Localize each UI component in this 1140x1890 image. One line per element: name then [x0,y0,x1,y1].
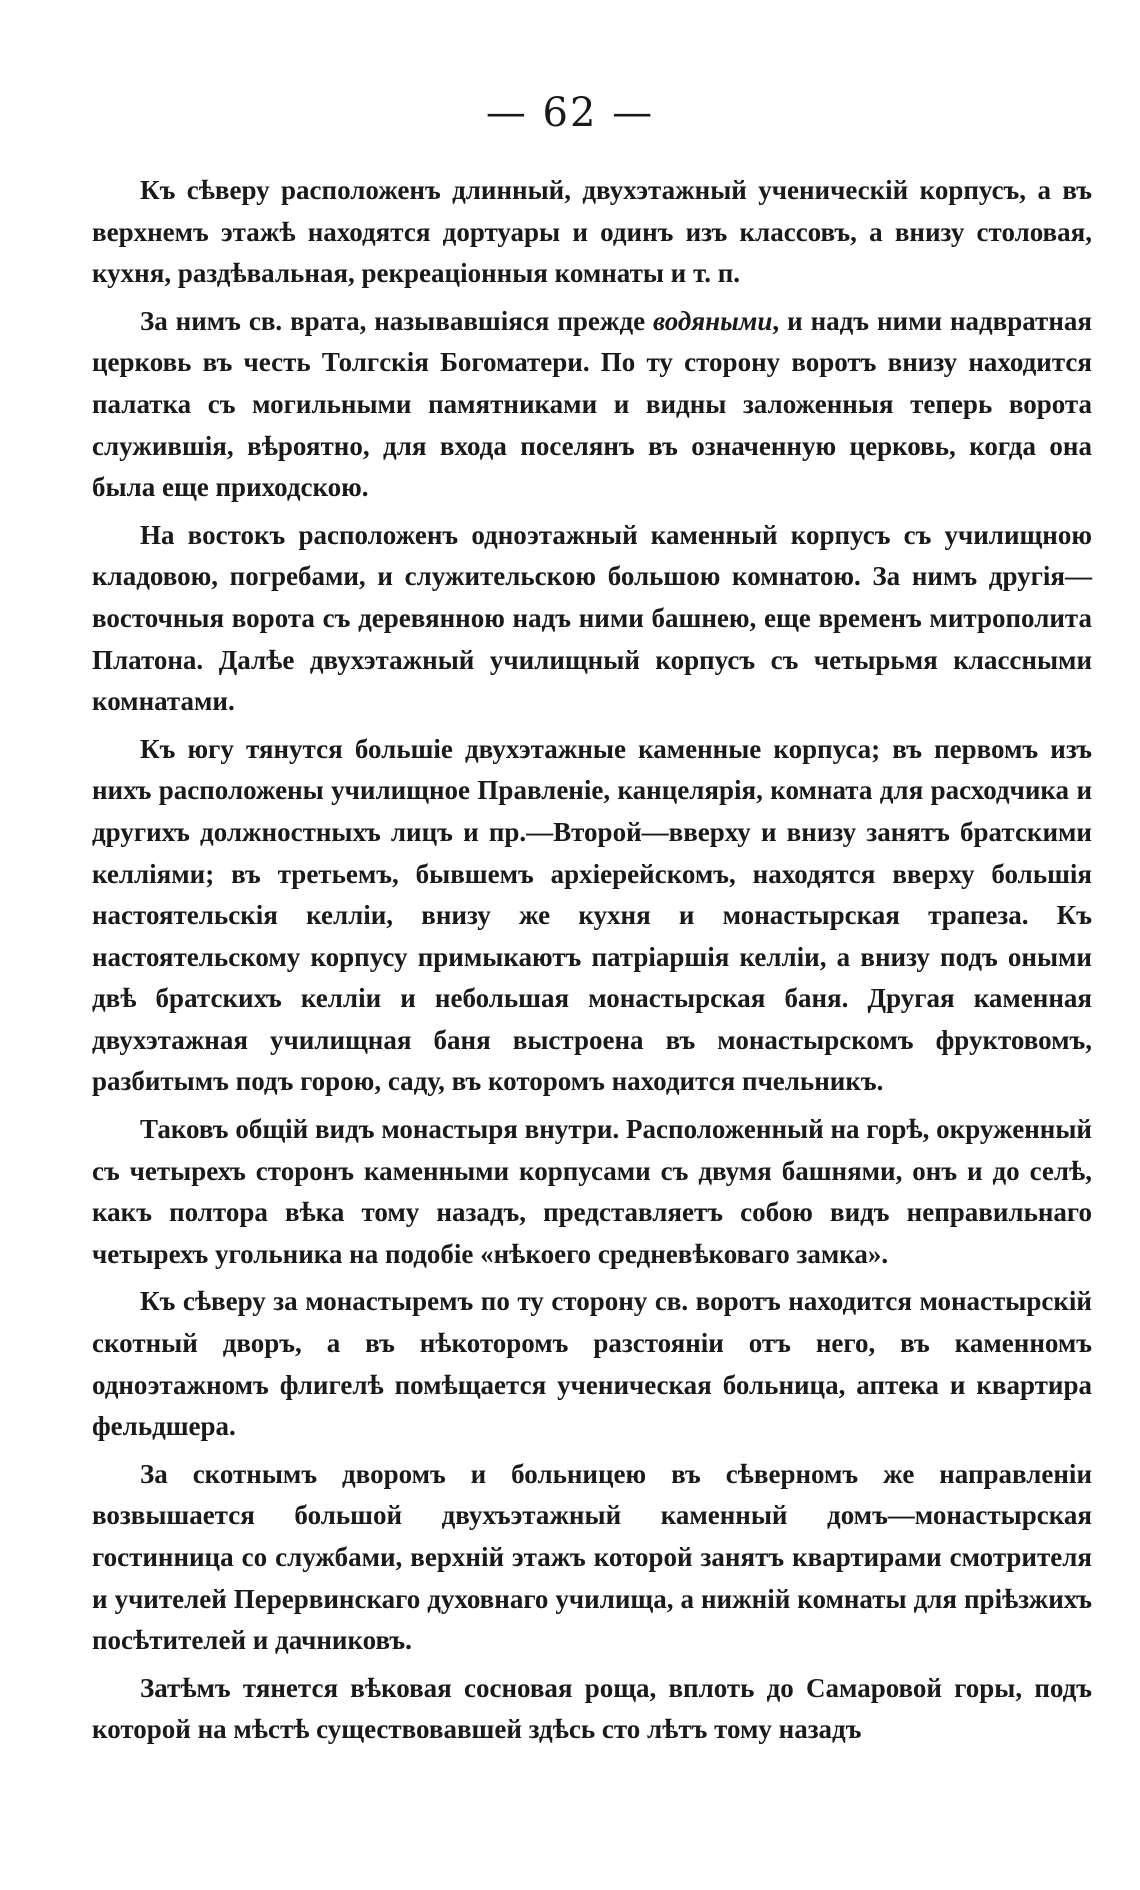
page-number: — 62 — [485,90,655,136]
paragraph [92,301,1092,509]
paragraph [92,1454,1092,1662]
paragraph [92,1109,1092,1275]
italic-word: водяными [653,305,773,336]
paragraph [92,170,1092,295]
paragraph-text: , и надъ ними надвратная церковь въ честь Толгскія Богоматери. По ту сторону воротъ внизу находится палатка съ могильными памятниками и видны заложенныя теперь ворота служившія, вѣроятно, для входа поселянъ въ означенную церковь, когда она была еще приходскою. [92,305,1092,503]
paragraph-text: Къ сѣверу за монастыремъ по ту сторону св. воротъ находится монастырскій скотный дворъ, а въ нѣкоторомъ разстояніи отъ него, въ каменномъ одноэтажномъ флигелѣ помѣщается ученическая больница, аптека и квартира фельдшера. [92,1286,1092,1442]
paragraph-text: Къ сѣверу расположенъ длинный, двухэтажный ученическій корпусъ, а въ верхнемъ этажѣ находятся дортуары и одинъ изъ классовъ, а внизу столовая, кухня, раздѣвальная, рекреаціонныя комнаты и т. п. [92,175,1092,289]
paragraph [92,515,1092,723]
paragraph-text: Таковъ общій видъ монастыря внутри. Расположенный на горѣ, окруженный съ четырехъ сторонъ каменными корпусами съ двумя башнями, онъ и до селѣ, какъ полтора вѣка тому назадъ, представляетъ собою видъ неправильнаго четырехъ угольника на подобіе «нѣкоего средневѣковаго замка». [92,1114,1092,1269]
body-text [92,170,1092,1757]
paragraph-text: На востокъ расположенъ одноэтажный каменный корпусъ съ училищною кладовою, погребами, и служительскою большою комнатою. За нимъ другія—восточныя ворота съ деревянною надъ ними башнею, еще временъ митрополита Платона. Далѣе двухэтажный училищный корпусъ съ четырьмя классными комнатами. [92,519,1092,717]
paragraph-text: За скотнымъ дворомъ и больницею въ сѣверномъ же направленіи возвышается большой двухъэтажный каменный домъ—монастырская гостинница со службами, верхній этажъ которой занятъ квартирами смотрителя и учителей Перервинскаго духовнаго училища, а нижній комнаты для пріѣзжихъ посѣтителей и дачниковъ. [92,1458,1092,1656]
paragraph [92,1281,1092,1447]
paragraph [92,1668,1092,1751]
paragraph-text: За нимъ св. врата, называвшіяся прежде [140,305,654,336]
paragraph-text: Къ югу тянутся большіе двухэтажные каменные корпуса; въ первомъ изъ нихъ расположены училищное Правленіе, канцелярія, комната для расходчика и другихъ должностныхъ лицъ и пр.—Второй—вверху и внизу занятъ братскими келліями; въ третьемъ, бывшемъ архіерейскомъ, находятся вверху большія настоятельскія келліи, внизу же кухня и монастырская трапеза. Къ настоятельскому корпусу примыкаютъ патріаршія келліи, а внизу подъ оными двѣ братскихъ келліи и небольшая монастырская баня. Другая каменная двухэтажная училищная баня выстроена въ монастырскомъ фруктовомъ, разбитымъ подъ горою, саду, въ которомъ находится пчельникъ. [92,733,1092,1097]
paragraph [92,729,1092,1103]
paragraph-text: Затѣмъ тянется вѣковая сосновая роща, вплоть до Самаровой горы, подъ которой на мѣстѣ существовавшей здѣсь сто лѣтъ тому назадъ [92,1672,1092,1745]
